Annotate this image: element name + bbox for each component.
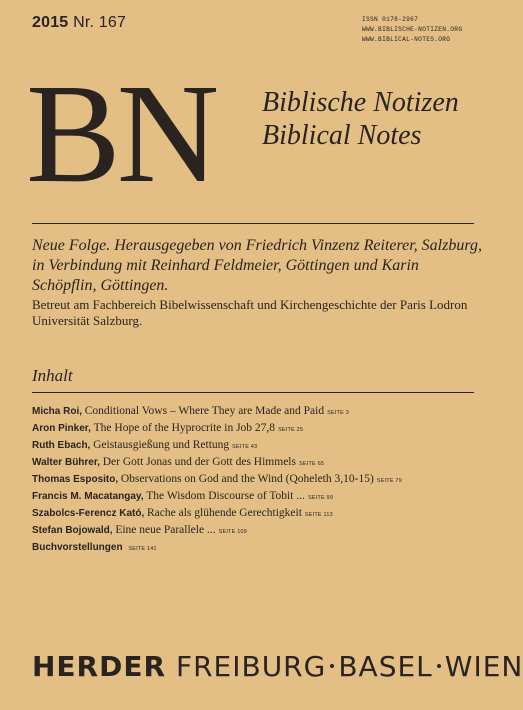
toc-entry[interactable]	[32, 522, 482, 539]
separator-dot-icon	[437, 664, 441, 668]
toc-entry[interactable]	[32, 505, 482, 522]
toc-page: SEITE 141	[128, 546, 157, 552]
toc-author: Ruth Ebach,	[32, 440, 91, 451]
publication-meta	[362, 15, 462, 45]
table-of-contents	[32, 403, 482, 556]
toc-entry[interactable]	[32, 437, 482, 454]
journal-logo: BN	[26, 54, 216, 212]
toc-title: The Wisdom Discourse of Tobit ...	[146, 490, 305, 502]
contents-heading: Inhalt	[32, 366, 73, 385]
institution-statement: Betreut am Fachbereich Bibelwissenschaft und Kirchengeschichte der Paris Lodron Universität Salzburg.	[32, 297, 468, 328]
toc-author: Szabolcs-Ferencz Kató,	[32, 508, 145, 519]
website-de[interactable]: WWW.BIBLISCHE-NOTIZEN.ORG	[362, 26, 463, 33]
toc-author: Thomas Esposito,	[32, 474, 119, 485]
toc-entry[interactable]	[32, 471, 482, 488]
toc-title: Der Gott Jonas und der Gott des Himmels	[102, 456, 296, 468]
journal-title-de: Biblische Notizen	[262, 87, 459, 118]
toc-author: Aron Pinker,	[32, 423, 91, 434]
journal-title-en: Biblical Notes	[262, 120, 422, 151]
toc-author: Micha Roi,	[32, 406, 83, 417]
toc-page: SEITE 109	[218, 529, 247, 535]
toc-title: The Hope of the Hyprocrite in Job 27,8	[93, 422, 276, 434]
publisher-city: WIEN	[444, 650, 523, 683]
toc-page: SEITE 25	[278, 427, 304, 433]
toc-entry[interactable]	[32, 539, 482, 556]
issue-number: Nr. 167	[73, 14, 127, 31]
toc-entry[interactable]	[32, 488, 482, 505]
toc-title: Geistausgießung und Rettung	[93, 439, 230, 451]
toc-page: SEITE 65	[298, 461, 325, 467]
divider	[32, 392, 474, 393]
divider	[32, 223, 474, 224]
toc-page: SEITE 113	[304, 512, 333, 518]
toc-page: SEITE 79	[376, 478, 402, 484]
toc-title: Rache als glühende Gerechtigkeit	[147, 507, 302, 519]
website-en[interactable]: WWW.BIBLICAL-NOTES.ORG	[362, 36, 451, 43]
toc-entry[interactable]	[32, 454, 482, 471]
journal-title	[262, 86, 459, 152]
issue-year: 2015	[32, 14, 69, 31]
toc-page: SEITE 99	[307, 495, 334, 501]
toc-page: SEITE 3	[327, 410, 349, 416]
publisher-city: BASEL	[338, 650, 433, 683]
publisher-city: FREIBURG	[175, 650, 327, 683]
toc-entry[interactable]	[32, 403, 482, 420]
toc-entry[interactable]	[32, 420, 482, 437]
toc-title: Eine neue Parallele ...	[115, 524, 216, 536]
editors-statement: Neue Folge. Herausgegeben von Friedrich Vinzenz Reiterer, Salzburg, in Verbindung mit Reinhard Feldmeier, Göttingen und Karin Schöpflin, Göttingen.	[32, 237, 482, 294]
issue-info	[32, 14, 126, 32]
toc-author: Walter Bührer,	[32, 457, 100, 468]
toc-author: Buchvorstellungen	[32, 542, 123, 553]
issn: ISSN 0178-2967	[362, 16, 419, 23]
publisher-imprint	[32, 650, 523, 684]
toc-page: SEITE 43	[232, 444, 258, 450]
toc-author: Stefan Bojowald,	[32, 525, 113, 536]
toc-author: Francis M. Macatangay,	[32, 491, 144, 502]
separator-dot-icon	[330, 664, 334, 668]
toc-title: Conditional Vows – Where They are Made and Paid	[84, 405, 325, 417]
publisher-name: HERDER	[32, 650, 167, 683]
toc-title: Observations on God and the Wind (Qoheleth 3,10-15)	[120, 473, 374, 485]
